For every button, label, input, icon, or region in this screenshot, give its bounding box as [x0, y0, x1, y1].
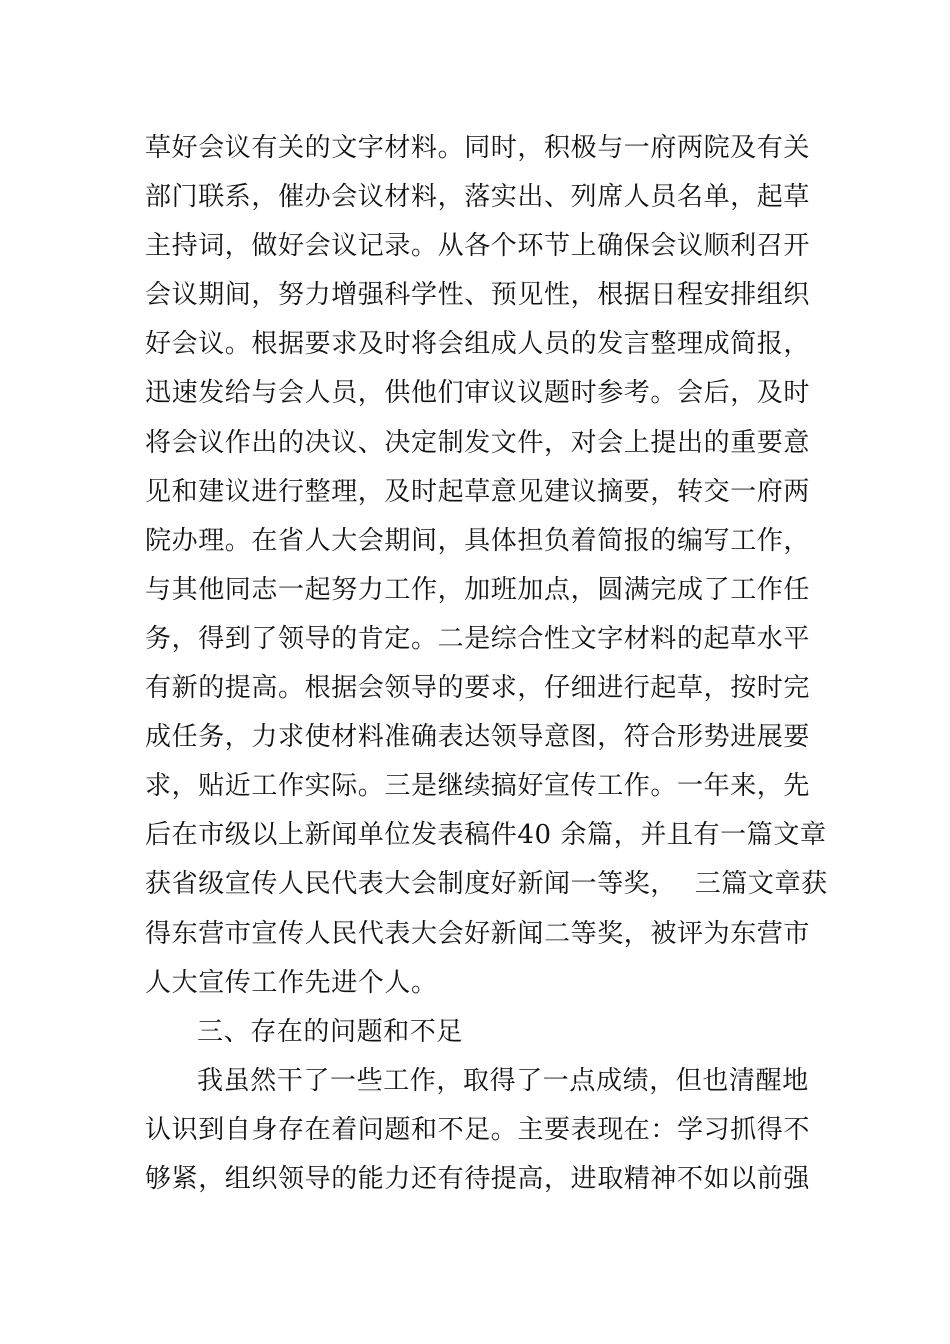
document-body — [145, 124, 828, 1204]
paragraph-first-line: 我虽然干了一些工作，取得了一点成绩，但也清醒地 — [197, 1065, 809, 1096]
text-line: 求，贴近工作实际。三是继续搞好宣传工作。一年来，先 — [145, 771, 811, 802]
section-heading: 三、存在的问题和不足 — [197, 1016, 464, 1047]
text-line: 院办理。在省人大会期间，具体担负着简报的编写工作， — [145, 525, 811, 556]
text-line: 认识到自身存在着问题和不足。主要表现在：学习抓得不 — [145, 1114, 811, 1145]
text-line: 迅速发给与会人员，供他们审议议题时参考。会后，及时 — [145, 378, 811, 409]
text-line: 获省级宣传人民代表大会制度好新闻一等奖， 三篇文章获 — [145, 869, 828, 900]
text-line: 部门联系，催办会议材料，落实出、列席人员名单，起草 — [145, 182, 811, 213]
text-line: 草好会议有关的文字材料。同时，积极与一府两院及有关 — [145, 133, 811, 163]
text-line: 得东营市宣传人民代表大会好新闻二等奖，被评为东营市 — [145, 918, 811, 949]
text-line: 会议期间，努力增强科学性、预见性，根据日程安排组织 — [145, 280, 811, 311]
text-line: 务，得到了领导的肯定。二是综合性文字材料的起草水平 — [145, 623, 811, 654]
text-line: 好会议。根据要求及时将会组成人员的发言整理成简报， — [145, 329, 811, 360]
text-line: 成任务，力求使材料准确表达领导意图，符合形势进展要 — [145, 722, 811, 753]
text-line: 将会议作出的决议、决定制发文件，对会上提出的重要意 — [145, 427, 811, 458]
text-line: 与其他同志一起努力工作，加班加点，圆满完成了工作任 — [145, 574, 811, 605]
text-line: 主持词，做好会议记录。从各个环节上确保会议顺利召开 — [145, 231, 811, 262]
text-line: 人大宣传工作先进个人。 — [145, 967, 438, 998]
text-line: 够紧，组织领导的能力还有待提高，进取精神不如以前强 — [145, 1163, 811, 1194]
text-line: 见和建议进行整理，及时起草意见建议摘要，转交一府两 — [145, 476, 811, 507]
text-line: 后在市级以上新闻单位发表稿件40 余篇，并且有一篇文章 — [145, 820, 827, 851]
text-line: 有新的提高。根据会领导的要求，仔细进行起草，按时完 — [145, 673, 811, 704]
